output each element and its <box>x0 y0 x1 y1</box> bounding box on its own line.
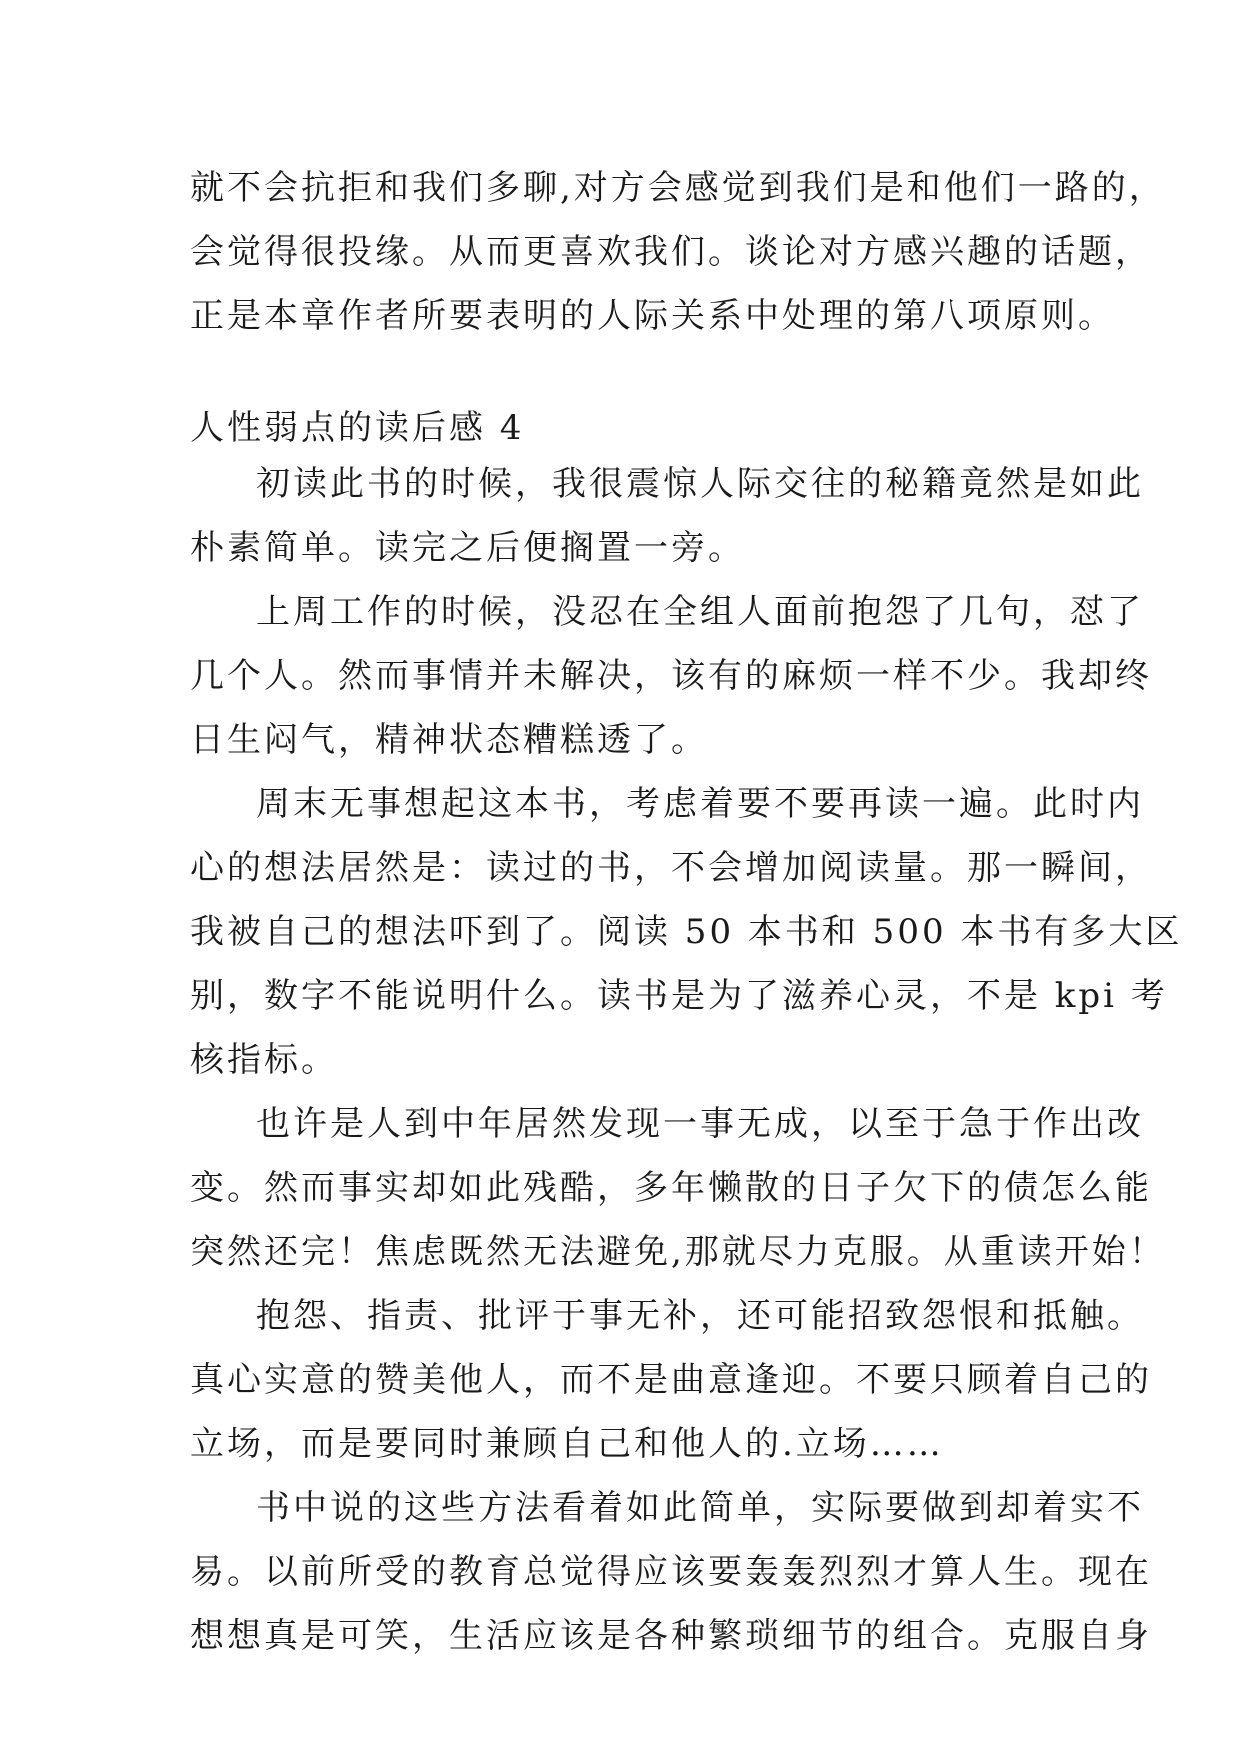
continuation-paragraph <box>190 156 1166 348</box>
text-line: 突然还完！焦虑既然无法避免,那就尽力克服。从重读开始！ <box>190 1232 1166 1272</box>
section-heading: 人性弱点的读后感 4 <box>190 408 525 448</box>
paragraph-2 <box>190 580 1152 772</box>
text-line: 别，数字不能说明什么。读书是为了滋养心灵，不是 kpi 考 <box>190 976 1168 1016</box>
text-line: 就不会抗拒和我们多聊,对方会感觉到我们是和他们一路的， <box>190 168 1166 208</box>
text-line: 想想真是可笑，生活应该是各种繁琐细节的组合。克服自身 <box>190 1616 1152 1656</box>
text-line: 朴素简单。读完之后便搁置一旁。 <box>190 528 745 568</box>
text-line: 心的想法居然是：读过的书，不会增加阅读量。那一瞬间， <box>190 848 1152 888</box>
text-line: 真心实意的赞美他人，而不是曲意逢迎。不要只顾着自己的 <box>190 1360 1152 1400</box>
paragraph-3 <box>190 772 1183 1092</box>
text-line: 我被自己的想法吓到了。阅读 50 本书和 500 本书有多大区 <box>190 912 1183 952</box>
text-line: 上周工作的时候，没忍在全组人面前抱怨了几句，怼了 <box>256 592 1144 632</box>
text-line: 日生闷气，精神状态糟糕透了。 <box>190 720 708 760</box>
text-line: 周末无事想起这本书，考虑着要不要再读一遍。此时内 <box>256 784 1144 824</box>
text-line: 会觉得很投缘。从而更喜欢我们。谈论对方感兴趣的话题， <box>190 232 1152 272</box>
text-line: 立场，而是要同时兼顾自己和他人的.立场…… <box>190 1424 944 1464</box>
text-line: 易。以前所受的教育总觉得应该要轰轰烈烈才算人生。现在 <box>190 1552 1152 1592</box>
paragraph-5 <box>190 1284 1152 1476</box>
body-paragraphs <box>190 452 1183 1668</box>
text-line: 书中说的这些方法看着如此简单，实际要做到却着实不 <box>256 1488 1144 1528</box>
text-line: 初读此书的时候，我很震惊人际交往的秘籍竟然是如此 <box>256 464 1144 504</box>
text-line: 几个人。然而事情并未解决，该有的麻烦一样不少。我却终 <box>190 656 1152 696</box>
paragraph-6 <box>190 1476 1152 1668</box>
text-line: 变。然而事实却如此残酷，多年懒散的日子欠下的债怎么能 <box>190 1168 1152 1208</box>
text-line: 正是本章作者所要表明的人际关系中处理的第八项原则。 <box>190 296 1115 336</box>
paragraph-1 <box>190 452 1144 580</box>
text-line: 抱怨、指责、批评于事无补，还可能招致怨恨和抵触。 <box>256 1296 1144 1336</box>
paragraph-4 <box>190 1092 1166 1284</box>
text-line: 核指标。 <box>190 1040 338 1080</box>
text-line: 也许是人到中年居然发现一事无成，以至于急于作出改 <box>256 1104 1144 1144</box>
